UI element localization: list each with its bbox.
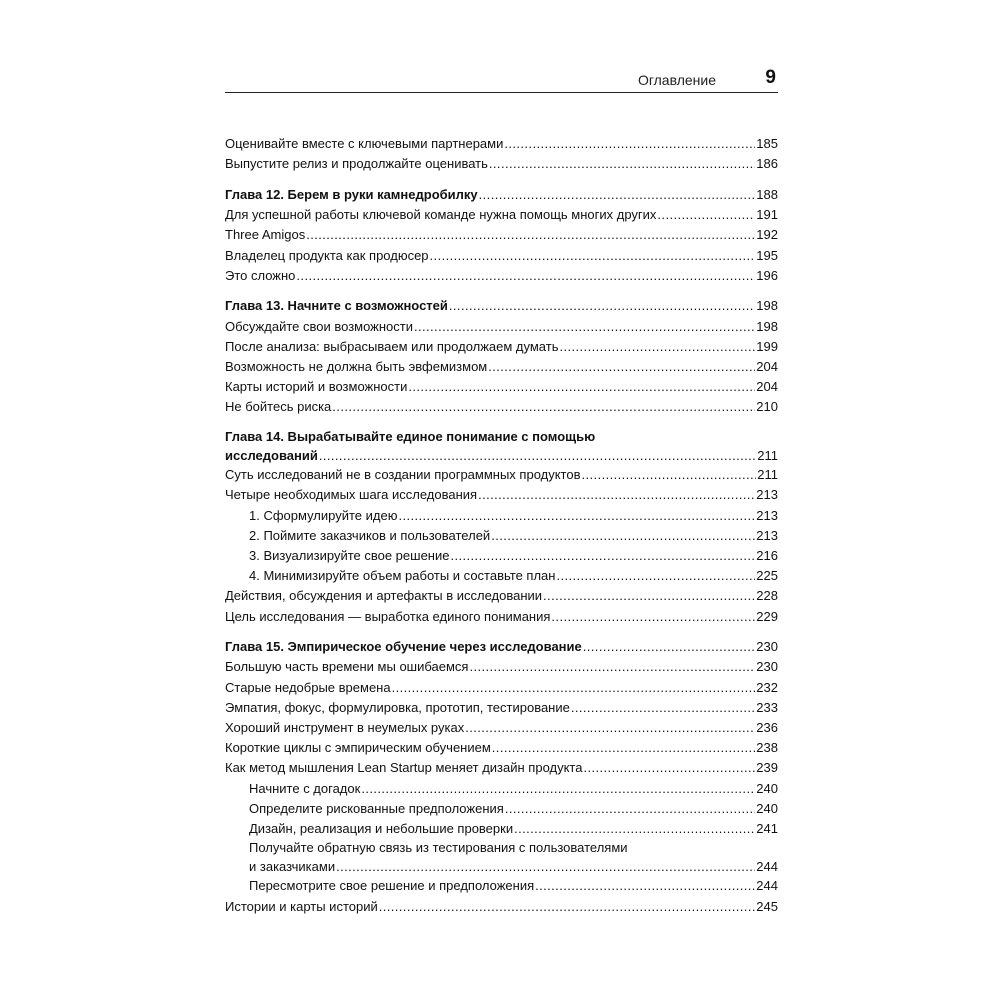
toc-chapter bbox=[225, 296, 778, 316]
toc-entry-page: 229 bbox=[756, 608, 778, 624]
toc-chapter bbox=[225, 185, 778, 205]
toc-entry bbox=[225, 134, 778, 154]
dot-leader bbox=[361, 779, 755, 799]
dot-leader bbox=[504, 134, 755, 154]
toc-entry-page: 232 bbox=[756, 679, 778, 695]
dot-leader bbox=[535, 876, 755, 896]
toc-entry-page: 245 bbox=[756, 898, 778, 914]
toc-entry-page: 233 bbox=[756, 699, 778, 715]
toc-entry bbox=[225, 718, 778, 738]
toc-entry-page: 198 bbox=[756, 318, 778, 334]
toc-entry-page: 213 bbox=[756, 527, 778, 543]
toc-entry bbox=[225, 897, 778, 917]
toc-entry bbox=[225, 357, 778, 377]
toc-entry-page: 199 bbox=[756, 338, 778, 354]
dot-leader bbox=[450, 546, 755, 566]
toc-entry bbox=[225, 447, 778, 466]
dot-leader bbox=[582, 465, 757, 485]
dot-leader bbox=[571, 698, 755, 718]
toc-entry-page: 185 bbox=[756, 136, 778, 151]
toc-entry bbox=[225, 397, 778, 417]
toc-entry bbox=[225, 698, 778, 718]
dot-leader bbox=[465, 718, 755, 738]
toc-entry bbox=[225, 566, 778, 586]
toc-entry bbox=[225, 377, 778, 397]
dot-leader bbox=[478, 485, 755, 505]
toc-entry-page: 230 bbox=[756, 639, 778, 655]
toc-entry-title: Three Amigos bbox=[225, 227, 306, 243]
toc-entry-title: Пересмотрите свое решение и предположения bbox=[249, 878, 535, 894]
dot-leader bbox=[306, 225, 755, 245]
toc-entry bbox=[225, 225, 778, 245]
toc-entry-title: Оценивайте вместе с ключевыми партнерами bbox=[225, 136, 504, 151]
toc-entry-title: Цель исследования — выработка единого понимания bbox=[225, 608, 551, 624]
toc-entry-page: 238 bbox=[756, 740, 778, 756]
dot-leader bbox=[551, 607, 755, 627]
toc-entry-title: Выпустите релиз и продолжайте оценивать bbox=[225, 156, 488, 172]
toc-entry bbox=[225, 317, 778, 337]
toc-entry bbox=[225, 876, 778, 896]
toc-entry-page: 198 bbox=[756, 298, 778, 314]
dot-leader bbox=[408, 377, 755, 397]
toc-entry-multiline bbox=[225, 839, 778, 876]
toc-entry-page: 213 bbox=[756, 487, 778, 503]
toc-entry-page: 210 bbox=[756, 399, 778, 415]
toc-entry bbox=[225, 506, 778, 526]
toc-entry-title: Эмпатия, фокус, формулировка, прототип, тестирование bbox=[225, 699, 570, 715]
toc-entry bbox=[225, 779, 778, 799]
toc-entry-title: Дизайн, реализация и небольшие проверки bbox=[249, 821, 514, 837]
toc-entry-page: 240 bbox=[756, 780, 778, 796]
dot-leader bbox=[543, 586, 755, 606]
toc-entry-page: 241 bbox=[756, 821, 778, 837]
toc-entry-page: 211 bbox=[757, 447, 778, 463]
toc-entry-title: Определите рискованные предположения bbox=[249, 800, 504, 816]
dot-leader bbox=[336, 858, 755, 877]
toc-entry-title: Это сложно bbox=[225, 267, 296, 283]
toc-entry-title: Действия, обсуждения и артефакты в исследовании bbox=[225, 588, 543, 604]
toc-entry-page: 195 bbox=[756, 247, 778, 263]
dot-leader bbox=[414, 317, 755, 337]
toc-entry-page: 230 bbox=[756, 659, 778, 675]
dot-leader bbox=[430, 246, 756, 266]
toc-entry bbox=[225, 678, 778, 698]
toc-entry-title: Глава 12. Берем в руки камнедробилку bbox=[225, 186, 478, 202]
toc-entry-page: 225 bbox=[756, 568, 778, 584]
toc-entry-page: 191 bbox=[756, 207, 778, 223]
toc-entry-title: Короткие циклы с эмпирическим обучением bbox=[225, 740, 491, 756]
toc-entry bbox=[225, 465, 778, 485]
dot-leader bbox=[319, 447, 756, 466]
toc-entry-page: 228 bbox=[756, 588, 778, 604]
dot-leader bbox=[449, 296, 755, 316]
dot-leader bbox=[392, 678, 756, 698]
toc-entry-page: 239 bbox=[756, 760, 778, 776]
toc-entry-page: 240 bbox=[756, 800, 778, 816]
toc-entry-page: 244 bbox=[756, 858, 778, 874]
toc-entry-title: Хороший инструмент в неумелых руках bbox=[225, 720, 465, 736]
page-header bbox=[225, 66, 778, 93]
toc-entry-title: Глава 15. Эмпирическое обучение через исследование bbox=[225, 639, 582, 655]
toc-entry bbox=[225, 586, 778, 606]
toc-entry-title: Суть исследований не в создании программных продуктов bbox=[225, 467, 581, 483]
toc-entry-page: 204 bbox=[756, 359, 778, 375]
toc-entry-title: Четыре необходимых шага исследования bbox=[225, 487, 478, 503]
table-of-contents bbox=[225, 134, 778, 917]
toc-entry-page: 211 bbox=[757, 467, 778, 483]
toc-entry bbox=[225, 546, 778, 566]
dot-leader bbox=[657, 205, 755, 225]
dot-leader bbox=[492, 738, 756, 758]
dot-leader bbox=[559, 337, 755, 357]
toc-entry-title: 4. Минимизируйте объем работы и составьте план bbox=[249, 568, 556, 584]
toc-entry bbox=[225, 337, 778, 357]
toc-entry-title: Для успешной работы ключевой команде нужна помощь многих других bbox=[225, 207, 657, 223]
toc-entry-title: и заказчиками bbox=[249, 858, 336, 874]
page-number: 9 bbox=[765, 67, 776, 88]
toc-entry-title: Истории и карты историй bbox=[225, 898, 378, 914]
toc-entry bbox=[225, 485, 778, 505]
toc-entry-title: Не бойтесь риска bbox=[225, 399, 332, 415]
toc-entry bbox=[225, 819, 778, 839]
toc-entry bbox=[225, 526, 778, 546]
toc-entry-title: После анализа: выбрасываем или продолжаем думать bbox=[225, 338, 559, 354]
dot-leader bbox=[491, 526, 755, 546]
toc-entry-title: Старые недобрые времена bbox=[225, 679, 391, 695]
dot-leader bbox=[489, 154, 755, 174]
toc-entry bbox=[225, 246, 778, 266]
toc-entry-title-line1: Получайте обратную связь из тестирования с пользователями bbox=[249, 840, 628, 856]
dot-leader bbox=[296, 266, 755, 286]
toc-entry-page: 216 bbox=[756, 547, 778, 563]
toc-entry-page: 186 bbox=[756, 156, 778, 172]
toc-entry-page: 188 bbox=[756, 186, 778, 202]
dot-leader bbox=[583, 758, 755, 778]
toc-entry-title: Владелец продукта как продюсер bbox=[225, 247, 429, 263]
dot-leader bbox=[514, 819, 755, 839]
dot-leader bbox=[488, 357, 755, 377]
toc-entry-title: Как метод мышления Lean Startup меняет дизайн продукта bbox=[225, 760, 583, 776]
toc-entry-title: 3. Визуализируйте свое решение bbox=[249, 547, 450, 563]
toc-entry bbox=[225, 738, 778, 758]
toc-entry-page: 196 bbox=[756, 267, 778, 283]
toc-chapter bbox=[225, 637, 778, 657]
dot-leader bbox=[398, 506, 755, 526]
toc-entry bbox=[225, 758, 778, 778]
toc-entry-page: 192 bbox=[756, 227, 778, 243]
dot-leader bbox=[583, 637, 756, 657]
toc-entry-title: исследований bbox=[225, 447, 318, 463]
toc-entry-title: 2. Поймите заказчиков и пользователей bbox=[249, 527, 491, 543]
running-header-title: Оглавление bbox=[637, 72, 716, 88]
dot-leader bbox=[505, 799, 755, 819]
toc-entry bbox=[225, 266, 778, 286]
toc-entry-title: Возможность не должна быть эвфемизмом bbox=[225, 359, 488, 375]
toc-entry-title: Глава 13. Начните с возможностей bbox=[225, 298, 448, 314]
dot-leader bbox=[332, 397, 755, 417]
toc-entry bbox=[225, 799, 778, 819]
toc-entry-title: Обсуждайте свои возможности bbox=[225, 318, 413, 334]
toc-entry-title: 1. Сформулируйте идею bbox=[249, 507, 398, 523]
toc-entry-title: Большую часть времени мы ошибаемся bbox=[225, 659, 469, 675]
dot-leader bbox=[556, 566, 755, 586]
dot-leader bbox=[379, 897, 756, 917]
toc-entry bbox=[225, 205, 778, 225]
dot-leader bbox=[479, 185, 756, 205]
toc-entry-page: 213 bbox=[756, 507, 778, 523]
toc-entry bbox=[225, 657, 778, 677]
toc-entry bbox=[249, 858, 778, 877]
toc-chapter bbox=[225, 428, 778, 465]
toc-entry-page: 244 bbox=[756, 878, 778, 894]
toc-entry-title-line1: Глава 14. Вырабатывайте единое понимание с помощью bbox=[225, 429, 596, 445]
toc-entry-title: Начните с догадок bbox=[249, 780, 361, 796]
toc-entry-title: Карты историй и возможности bbox=[225, 379, 408, 395]
toc-entry bbox=[225, 607, 778, 627]
toc-entry-page: 236 bbox=[756, 720, 778, 736]
dot-leader bbox=[469, 657, 755, 677]
toc-entry-page: 204 bbox=[756, 379, 778, 395]
toc-entry bbox=[225, 154, 778, 174]
